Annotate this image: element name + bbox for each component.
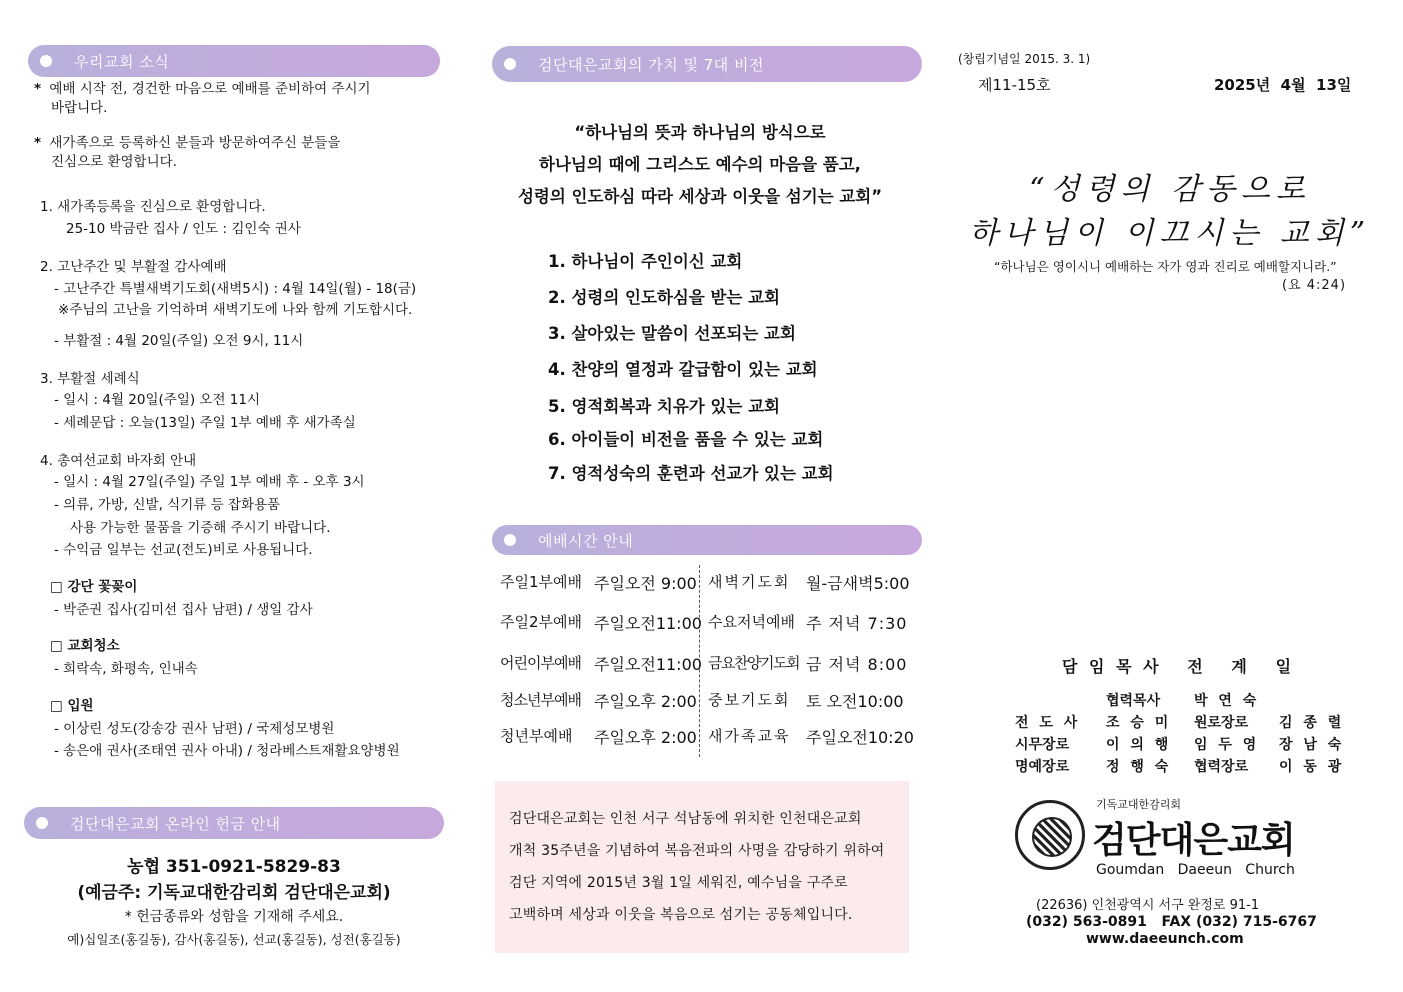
church-phone: (032) 563-0891 FAX (032) 715-6767 (1026, 914, 1317, 930)
news-item-4-line2: - 의류, 가방, 신발, 식기류 등 잡화용품 (54, 497, 281, 513)
hospital-title: □ 입원 (50, 698, 94, 714)
offering-note: * 헌금종류와 성함을 기재해 주세요. (124, 909, 344, 925)
vision-header-label: 검단대은교회의 가치 및 7대 비전 (538, 55, 764, 74)
news-item-4-title: 4. 총여선교회 바자회 안내 (40, 453, 197, 469)
senior-pastor: 담 임 목 사 전 계 일 (1062, 657, 1295, 676)
news-header (28, 45, 440, 77)
news-item-3-line2: - 세례문답 : 오늘(13일) 주일 1부 예배 후 새가족실 (54, 415, 356, 431)
news-item-1-line: 25-10 박금란 집사 / 인도 : 김인숙 권사 (66, 221, 301, 237)
vision-header (492, 46, 922, 82)
news-item-4-line3: 사용 가능한 물품을 기증해 주시기 바랍니다. (70, 520, 331, 536)
vision-item: 3. 살아있는 말씀이 선포되는 교회 (548, 324, 796, 343)
flowers-title: □ 강단 꽃꽂이 (50, 579, 138, 595)
news-item-4-line4: - 수익금 일부는 선교(전도)비로 사용됩니다. (54, 542, 313, 558)
church-emblem-icon (1015, 800, 1085, 870)
offering-holder: (예금주: 기독교대한감리회 검단대은교회) (77, 883, 391, 903)
cleaning-title: □ 교회청소 (50, 638, 120, 654)
bullet-dot-icon (504, 58, 516, 70)
issue-number: 제11-15호 (978, 76, 1051, 94)
church-name-en: Goumdan Daeeun Church (1096, 862, 1295, 878)
offering-header-label: 검단대은교회 온라인 헌금 안내 (70, 814, 281, 833)
news-item-2-line2: ※주님의 고난을 기억하며 새벽기도에 나와 함께 기도합시다. (58, 302, 413, 318)
worship-header-label: 예배시간 안내 (538, 531, 634, 550)
cleaning-line: - 희락속, 화평속, 인내속 (54, 661, 198, 677)
church-intro-box (495, 781, 909, 953)
news-item-3-line1: - 일시 : 4월 20일(주일) 오전 11시 (54, 392, 261, 408)
vision-item: 7. 영적성숙의 훈련과 선교가 있는 교회 (548, 464, 834, 483)
vision-item: 4. 찬양의 열정과 갈급함이 있는 교회 (548, 360, 818, 379)
church-name-ko: 검단대은교회 (1092, 820, 1295, 861)
news-item-1-title: 1. 새가족등록을 진심으로 환영합니다. (40, 199, 266, 215)
offering-account: 농협 351-0921-5829-83 (127, 857, 341, 877)
bullet-dot-icon (36, 817, 48, 829)
offering-header (24, 807, 444, 839)
hospital-line2: - 송은애 권사(조태연 권사 아내) / 청라베스트재활요양병원 (54, 743, 400, 759)
news-item-2-title: 2. 고난주간 및 부활절 감사예배 (40, 259, 227, 275)
worship-header (492, 525, 922, 555)
news-item-3-title: 3. 부활절 세례식 (40, 371, 140, 387)
news-item-2-line1: - 고난주간 특별새벽기도회(새벽5시) : 4월 14일(월) - 18(금) (54, 281, 417, 297)
church-website: www.daeeunch.com (1086, 931, 1244, 947)
vision-item: 5. 영적회복과 치유가 있는 교회 (548, 397, 780, 416)
motto: “성령의 감동으로 하나님이 이끄시는 교회” (968, 172, 1372, 251)
news-item-2-line3: - 부활절 : 4월 20일(주일) 오전 9시, 11시 (54, 333, 304, 349)
issue-date: 2025년 4월 13일 (1214, 76, 1352, 94)
vision-quote: “하나님의 뜻과 하나님의 방식으로 하나님의 때에 그리스도 예수의 마음을 품고, 성령의 인도하심 따라 세상과 이웃을 섬기는 교회” (517, 123, 883, 206)
hospital-line1: - 이상린 성도(강송강 권사 남편) / 국제성모병원 (54, 721, 335, 737)
denomination: 기독교대한감리회 (1096, 798, 1182, 811)
founded-date: (창립기념일 2015. 3. 1) (958, 52, 1091, 66)
news-header-label: 우리교회 소식 (74, 52, 170, 71)
news-item-4-line1: - 일시 : 4월 27일(주일) 주일 1부 예배 후 - 오후 3시 (54, 474, 365, 490)
bible-verse-ref: (요 4:24) (1282, 278, 1347, 293)
note-2: * 새가족으로 등록하신 분들과 방문하여주신 분들을 진심으로 환영합니다. (34, 135, 341, 170)
note-1: * 예배 시작 전, 경건한 마음으로 예배를 준비하여 주시기 바랍니다. (34, 81, 371, 116)
bullet-dot-icon (504, 534, 516, 546)
offering-example: 예)십일조(홍길동), 감사(홍길동), 선교(홍길동), 성전(홍길동) (67, 932, 401, 947)
bible-verse: “하나님은 영이시니 예배하는 자가 영과 진리로 예배할지니라.” (994, 259, 1337, 274)
flowers-line: - 박준권 집사(김미선 집사 남편) / 생일 감사 (54, 602, 313, 618)
vision-item: 2. 성령의 인도하심을 받는 교회 (548, 288, 780, 307)
vision-item: 6. 아이들이 비전을 품을 수 있는 교회 (548, 430, 824, 449)
church-intro-text: 검단대은교회는 인천 서구 석남동에 위치한 인천대은교회 개척 35주년을 기념하여 복음전파의 사명을 감당하기 위하여 검단 지역에 2015년 3월 1일 세워진, 예수님을 구주로 고백하며 세상과 이웃을 복음으로 섬기는 공동체입니다. (509, 811, 885, 923)
bullet-dot-icon (40, 55, 52, 67)
church-address: (22636) 인천광역시 서구 완정로 91-1 (1036, 898, 1260, 913)
vision-item: 1. 하나님이 주인이신 교회 (548, 252, 743, 271)
